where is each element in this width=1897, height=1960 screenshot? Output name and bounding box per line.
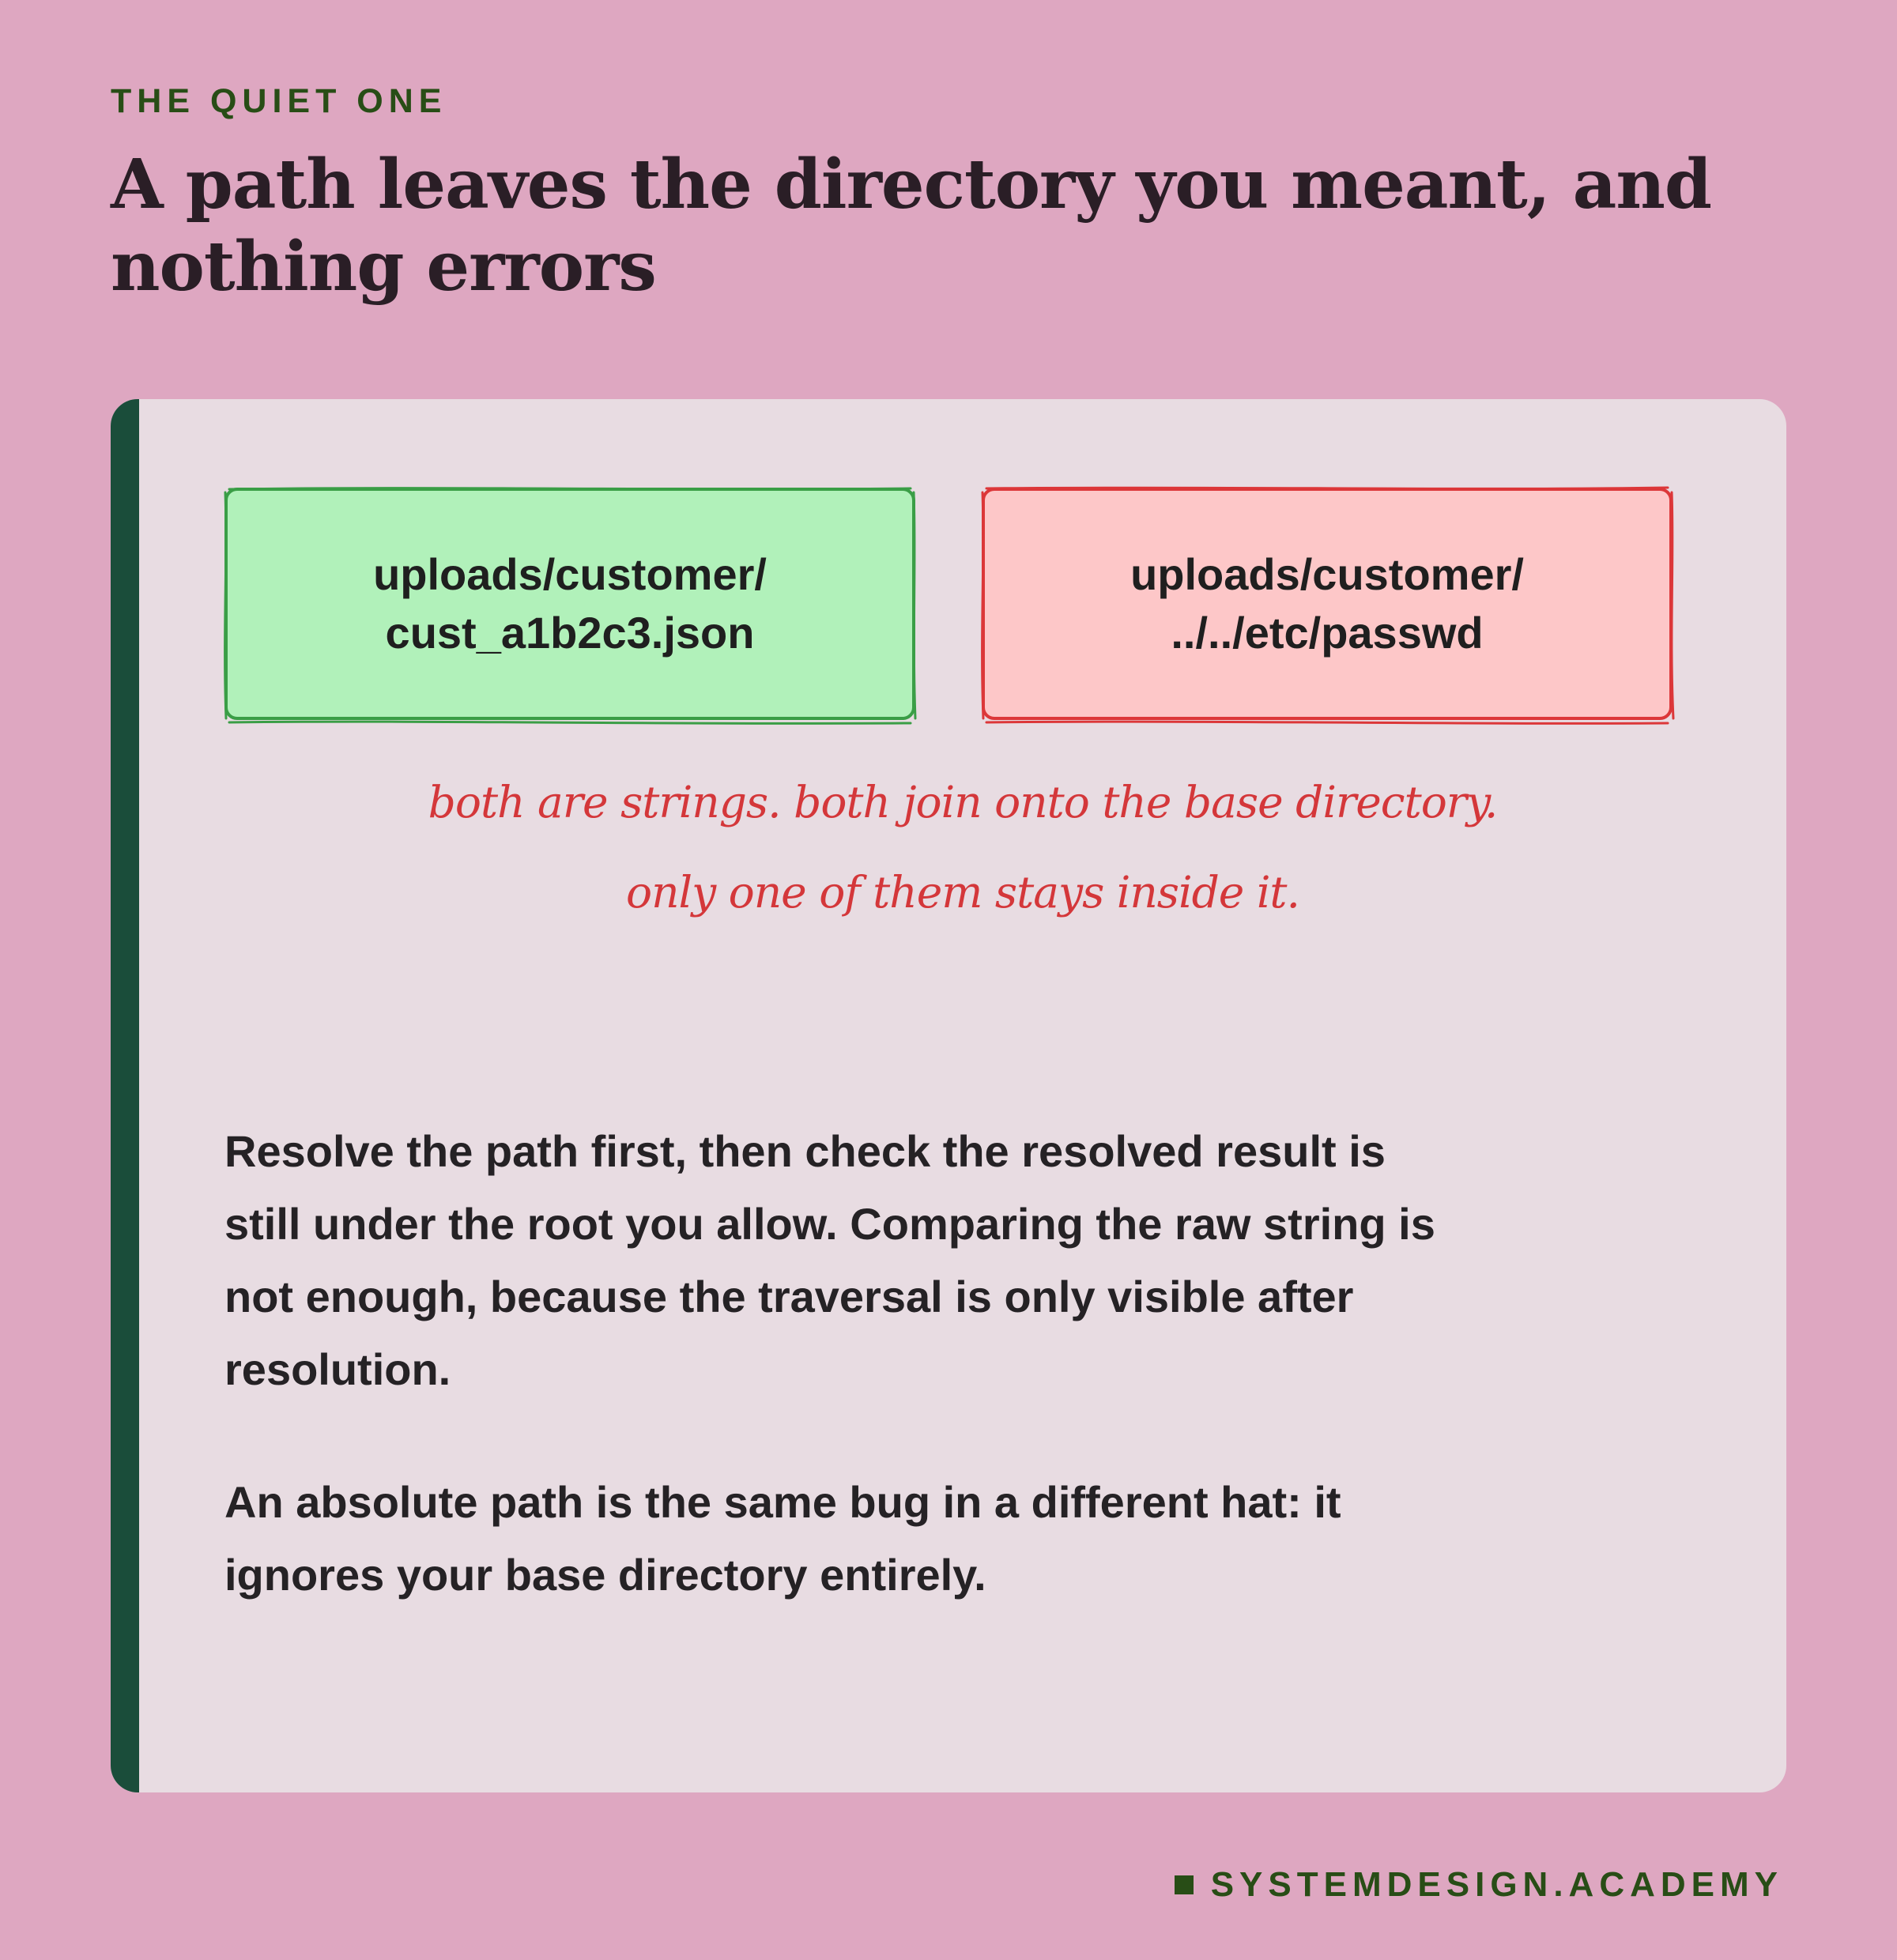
annotation-line-1: both are strings. both join onto the base directory. (428, 777, 1498, 827)
safe-path-box (224, 488, 915, 720)
unsafe-path-text: uploads/customer/ ../../etc/passwd (1130, 549, 1524, 658)
footer-brand (1175, 1865, 1783, 1905)
card-accent-bar (111, 399, 139, 1792)
unsafe-path-box (982, 488, 1673, 720)
page-title: A path leaves the directory you meant, and nothing errors (111, 145, 1712, 307)
body-paragraph-1: Resolve the path first, then check the resolved result is still under the root you allow. Comparing the raw string is not enough, because the traversal is only visible after resolution. (224, 1126, 1435, 1394)
brand-square-icon (1175, 1875, 1194, 1894)
footer-brand-text: SYSTEMDESIGN.ACADEMY (1210, 1865, 1783, 1904)
eyebrow-label: THE QUIET ONE (111, 82, 447, 120)
body-paragraph-2: An absolute path is the same bug in a different hat: it ignores your base directory entirely. (224, 1477, 1341, 1600)
safe-path-text: uploads/customer/ cust_a1b2c3.json (373, 549, 767, 658)
content-card (111, 399, 1786, 1792)
annotation-line-2: only one of them stays inside it. (625, 867, 1300, 918)
